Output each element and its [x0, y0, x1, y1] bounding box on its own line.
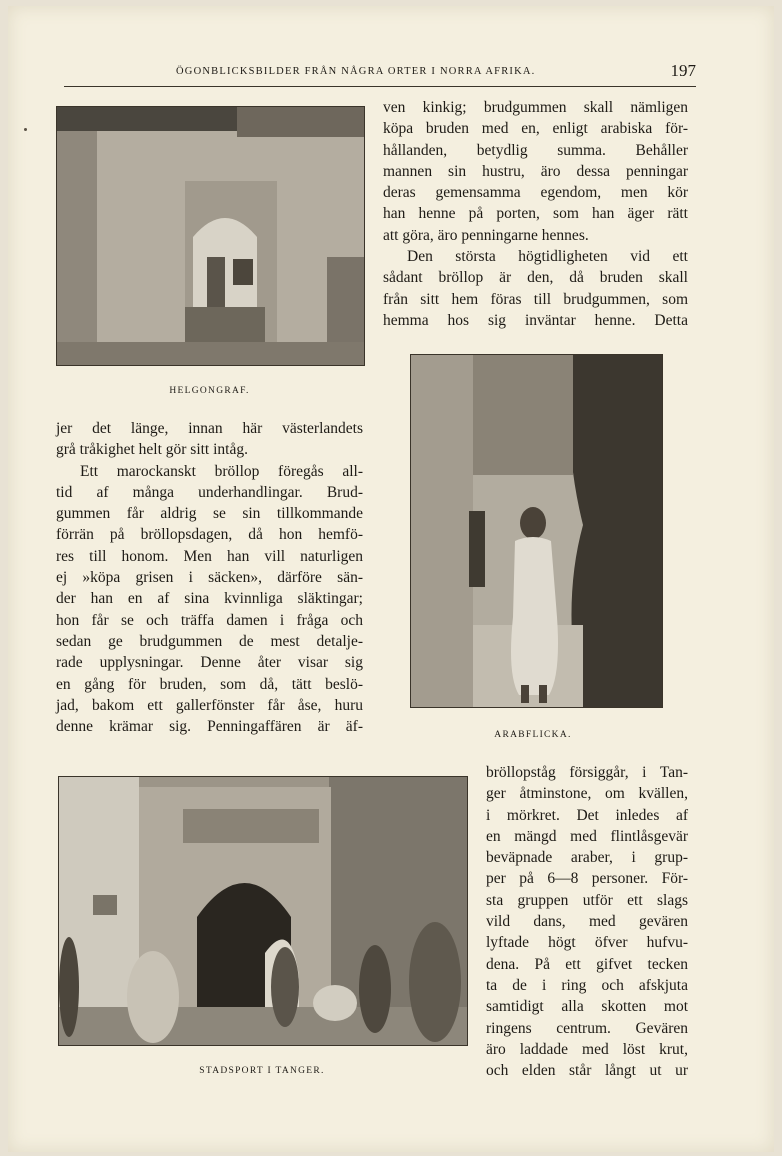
text-line: köpa bruden med en, enligt arabiska för-	[383, 120, 688, 138]
text-block-bottom-right	[486, 762, 688, 1081]
text-line: ej »köpa grisen i säcken», därföre sän-	[56, 569, 363, 587]
photo-arabflicka-image	[411, 355, 662, 707]
text-line: grå tråkighet helt gör sitt intåg.	[56, 441, 248, 459]
running-title: ÖGONBLICKSBILDER FRÅN NÅGRA ORTER I NORRA AFRIKA.	[176, 66, 536, 77]
text-line: tid af många underhandlingar. Brud-	[56, 483, 363, 501]
text-line: ger åtminstone, om kvällen,	[486, 785, 688, 803]
photo-helgongraf	[56, 106, 365, 366]
text-line: jer det länge, innan här västerlandets	[56, 420, 363, 437]
photo-arabflicka	[410, 354, 663, 708]
text-line: i mörkret. Det inledes af	[486, 806, 688, 824]
page-number: 197	[670, 61, 696, 80]
caption-arabflicka: ARABFLICKA.	[494, 730, 572, 740]
text-line: bröllopståg försiggår, i Tan-	[486, 764, 688, 781]
text-line: vild dans, med gevären	[486, 913, 688, 931]
text-line: sta gruppen utför ett slags	[486, 891, 688, 909]
text-line: och elden står långt ut ur	[486, 1062, 688, 1080]
text-line: mannen sin hustru, äro dessa penningar	[383, 162, 688, 180]
text-line: förrän på bröllopsdagen, då hon hemfö-	[56, 526, 363, 544]
text-line: samtidigt alla skotten mot	[486, 998, 688, 1016]
book-page	[8, 6, 774, 1152]
text-line: res till honom. Men han vill naturligen	[56, 547, 363, 565]
text-line: denne krämar sig. Penningaffären är äf-	[56, 718, 363, 736]
text-line: sedan ge brudgummen de mest detalje-	[56, 632, 363, 650]
text-line: deras gemensamma egendom, men kör	[383, 184, 688, 202]
text-line: hon får se och träffa damen i fråga och	[56, 611, 363, 629]
text-line: der han en af sina kvinnliga släktingar;	[56, 590, 363, 608]
text-block-top-right	[383, 97, 688, 331]
text-line: hållanden, betydlig summa. Behåller	[383, 141, 688, 159]
text-line: dena. På ett gifvet tecken	[486, 955, 688, 973]
text-line: Ett marockanskt bröllop föregås all-	[80, 462, 363, 480]
text-line: sådant bröllop är den, då bruden skall	[383, 269, 688, 287]
text-line: från sitt hem föras till brudgummen, som	[383, 290, 688, 308]
text-line: äro laddade med löst krut,	[486, 1040, 688, 1058]
photo-helgongraf-image	[57, 107, 364, 365]
text-block-middle-left	[56, 418, 363, 737]
text-line: per på 6—8 personer. För-	[486, 870, 688, 888]
photo-stadsport	[58, 776, 468, 1046]
text-line: ringens centrum. Gevären	[486, 1019, 688, 1037]
text-line: hemma hos sig inväntar henne. Detta	[383, 311, 688, 329]
caption-helgongraf: HELGONGRAF.	[169, 386, 250, 396]
text-line: gummen får aldrig se sin tillkommande	[56, 505, 363, 523]
text-line: rade upplysningar. Denne åter visar sig	[56, 654, 363, 672]
page-header	[64, 61, 696, 87]
text-line: att göra, äro penningarne hennes.	[383, 226, 589, 244]
photo-stadsport-image	[59, 777, 467, 1045]
caption-stadsport: STADSPORT I TANGER.	[199, 1066, 325, 1076]
text-line: Den största högtidligheten vid ett	[407, 248, 688, 266]
text-line: en gång för bruden, som då, tätt beslö-	[56, 675, 363, 693]
text-line: han henne på porten, som han äger rätt	[383, 205, 688, 223]
text-line: jad, bakom ett gallerfönster får åse, huru	[56, 696, 363, 714]
text-line: beväpnade araber, i grup-	[486, 849, 688, 867]
text-line: en mängd med flintlåsgevär	[486, 827, 688, 845]
text-line: ven kinkig; brudgummen skall nämligen	[383, 99, 688, 116]
text-line: ta de i ring och afskjuta	[486, 976, 688, 994]
ink-speck	[24, 128, 27, 131]
text-line: lyftade högt öfver hufvu-	[486, 934, 688, 952]
